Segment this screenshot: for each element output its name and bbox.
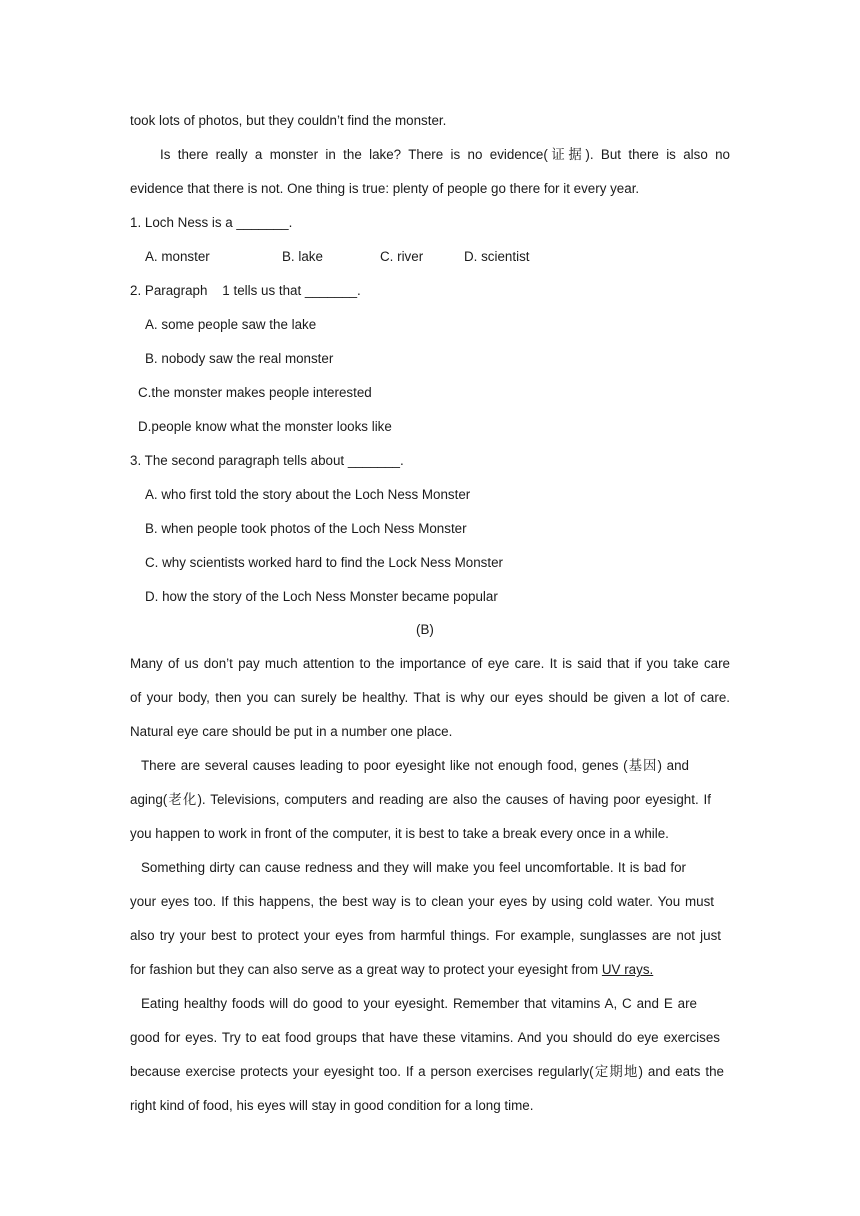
question-2-option-b: B. nobody saw the real monster (145, 351, 334, 366)
section-b-line: also try your best to protect your eyes from harmful things. For example, sunglasses are not just (130, 928, 721, 943)
question-2-option-a: A. some people saw the lake (145, 317, 317, 332)
question-1-stem: 1. Loch Ness is a _______. (130, 215, 293, 230)
section-b-line: Many of us don’t pay much attention to the importance of eye care. It is said that if you take care (130, 656, 730, 671)
underlined-phrase: UV rays. (601, 962, 654, 977)
section-b-line: because exercise protects your eyesight too. If a person exercises regularly(定期地) and eats the (130, 1064, 724, 1079)
passage-a-paragraph-line: Is there really a monster in the lake? There is no evidence(证据). But there is also no (160, 147, 730, 162)
section-b-line: Something dirty can cause redness and they will make you feel uncomfortable. It is bad for (141, 860, 686, 875)
section-b-line: right kind of food, his eyes will stay in good condition for a long time. (130, 1098, 534, 1113)
section-b-line: Natural eye care should be put in a number one place. (130, 724, 453, 739)
question-1-option-c: C. river (380, 249, 424, 264)
section-b-line-text: for fashion but they can also serve as a great way to protect your eyesight from (130, 962, 602, 977)
question-1-option-b: B. lake (282, 249, 323, 264)
question-1-option-a: A. monster (145, 249, 210, 264)
question-2-option-c: C.the monster makes people interested (138, 385, 372, 400)
section-b-line: There are several causes leading to poor eyesight like not enough food, genes (基因) and (141, 758, 689, 773)
question-1-option-d: D. scientist (464, 249, 530, 264)
passage-a-line: took lots of photos, but they couldn’t find the monster. (130, 113, 447, 128)
question-3-option-c: C. why scientists worked hard to find the Lock Ness Monster (145, 555, 503, 570)
section-b-line: aging(老化). Televisions, computers and reading are also the causes of having poor eyesight. If (130, 792, 711, 807)
section-b-line: good for eyes. Try to eat food groups that have these vitamins. And you should do eye exercises (130, 1030, 720, 1045)
section-b-heading: (B) (416, 622, 434, 637)
section-b-line: of your body, then you can surely be healthy. That is why our eyes should be given a lot of care. (130, 690, 730, 705)
question-3-stem: 3. The second paragraph tells about _______. (130, 453, 404, 468)
passage-a-paragraph-line: evidence that there is not. One thing is true: plenty of people go there for it every year. (130, 181, 640, 196)
question-3-option-d: D. how the story of the Loch Ness Monster became popular (145, 589, 498, 604)
section-b-line (130, 961, 653, 979)
section-b-line: Eating healthy foods will do good to your eyesight. Remember that vitamins A, C and E are (141, 996, 697, 1011)
question-3-option-a: A. who first told the story about the Loch Ness Monster (145, 487, 471, 502)
question-2-option-d: D.people know what the monster looks like (138, 419, 392, 434)
section-b-line: you happen to work in front of the computer, it is best to take a break every once in a while. (130, 826, 669, 841)
question-3-option-b: B. when people took photos of the Loch Ness Monster (145, 521, 467, 536)
question-2-stem: 2. Paragraph 1 tells us that _______. (130, 283, 361, 298)
section-b-line: your eyes too. If this happens, the best way is to clean your eyes by using cold water. You must (130, 894, 714, 909)
